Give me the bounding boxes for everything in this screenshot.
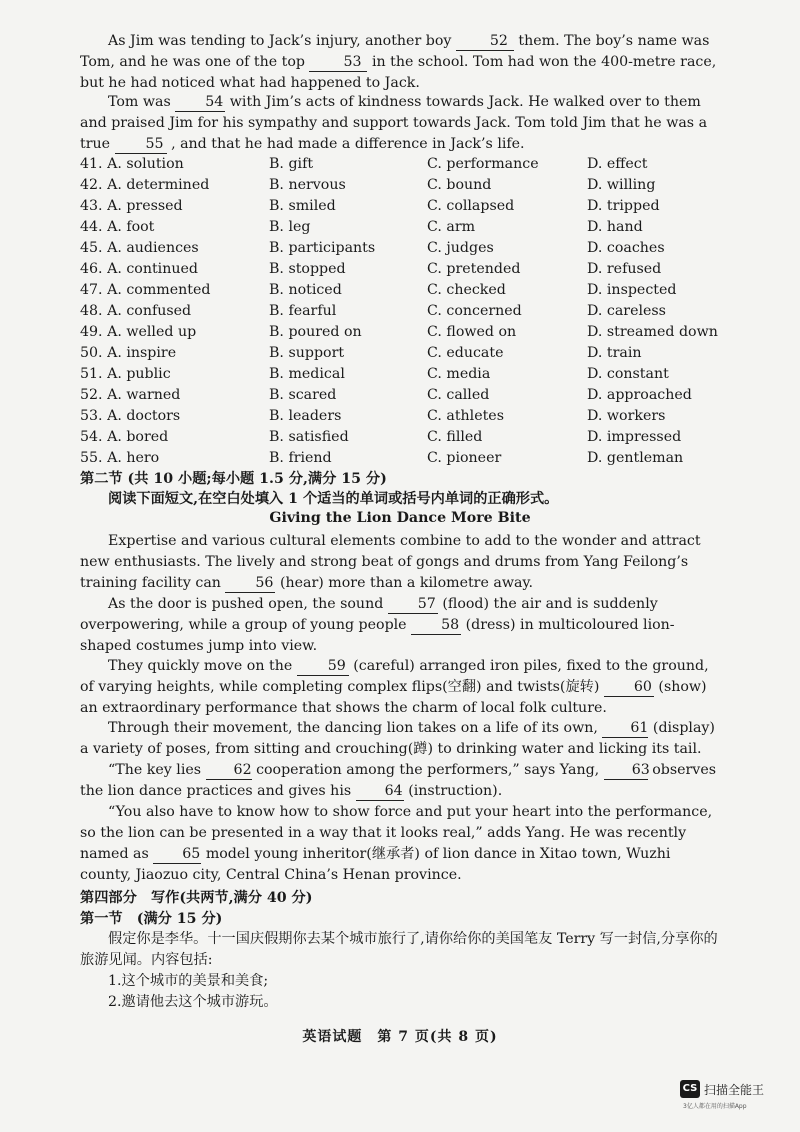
blank-53: 53 bbox=[309, 53, 367, 72]
passage-paragraph bbox=[80, 656, 720, 719]
option-b: B. stopped bbox=[269, 261, 346, 277]
passage-paragraph bbox=[80, 531, 720, 594]
page-footer: 英语试题 第 7 页(共 8 页) bbox=[302, 1029, 498, 1045]
blank-55: 55 bbox=[115, 135, 167, 154]
passage-text: As Jim was tending to Jack’s injury, another boy bbox=[108, 33, 452, 49]
option-a: 55. A. hero bbox=[80, 450, 160, 466]
option-c: C. performance bbox=[427, 156, 539, 172]
option-a: 45. A. audiences bbox=[80, 240, 199, 256]
passage-text: “The key lies bbox=[108, 762, 202, 778]
option-d: D. willing bbox=[587, 177, 656, 193]
scanner-watermark bbox=[680, 1080, 764, 1098]
option-c: C. checked bbox=[427, 282, 506, 298]
passage-text: (instruction). bbox=[408, 783, 503, 799]
option-c: C. arm bbox=[427, 219, 476, 235]
option-c: C. filled bbox=[427, 429, 483, 445]
writing-prompt: 假定你是李华。十一国庆假期你去某个城市旅行了,请你给你的美国笔友 Terry 写一封信,分享你的旅游见闻。内容包括: bbox=[80, 931, 718, 968]
option-d: D. impressed bbox=[587, 429, 682, 445]
option-row bbox=[80, 301, 720, 322]
passage-text: (dress) in multicoloured lion-shaped costumes jump into view. bbox=[80, 617, 675, 654]
option-b: B. leaders bbox=[269, 408, 342, 424]
option-c: C. educate bbox=[427, 345, 504, 361]
option-row bbox=[80, 427, 720, 448]
option-d: D. careless bbox=[587, 303, 666, 319]
camscanner-logo-icon: CS bbox=[680, 1080, 700, 1098]
option-a: 42. A. determined bbox=[80, 177, 210, 193]
watermark-tagline: 3亿人都在用的扫描App bbox=[683, 1103, 747, 1110]
passage-text: Expertise and various cultural elements combine to add to the wonder and attract new enthusiasts. The lively and strong beat of gongs and drums from Yang Feilong’s training facility can bbox=[80, 533, 701, 591]
blank-64: 64 bbox=[356, 782, 404, 801]
section-heading: 第二节 (共 10 小题;每小题 1.5 分,满分 15 分) bbox=[80, 471, 387, 487]
section-instruction: 阅读下面短文,在空白处填入 1 个适当的单词或括号内单词的正确形式。 bbox=[108, 491, 559, 507]
watermark-name: 扫描全能王 bbox=[704, 1082, 765, 1097]
option-d: D. coaches bbox=[587, 240, 665, 256]
blank-58: 58 bbox=[411, 616, 461, 635]
passage-paragraph bbox=[80, 802, 720, 886]
option-row bbox=[80, 196, 720, 217]
option-a: 47. A. commented bbox=[80, 282, 211, 298]
option-c: C. media bbox=[427, 366, 491, 382]
option-b: B. participants bbox=[269, 240, 376, 256]
option-row bbox=[80, 343, 720, 364]
option-a: 49. A. welled up bbox=[80, 324, 197, 340]
part-heading: 第四部分 写作(共两节,满分 40 分) bbox=[80, 890, 313, 906]
option-row bbox=[80, 154, 720, 175]
option-a: 44. A. foot bbox=[80, 219, 155, 235]
option-row bbox=[80, 364, 720, 385]
option-d: D. workers bbox=[587, 408, 666, 424]
option-row bbox=[80, 259, 720, 280]
option-b: B. satisfied bbox=[269, 429, 349, 445]
writing-point-2: 2.邀请他去这个城市游玩。 bbox=[108, 994, 278, 1010]
passage-text: They quickly move on the bbox=[108, 658, 293, 674]
passage-text: (display) a variety of poses, from sitting and crouching(蹲) to drinking water and licking its tail. bbox=[80, 720, 715, 757]
option-c: C. called bbox=[427, 387, 490, 403]
option-b: B. support bbox=[269, 345, 345, 361]
writing-point-1: 1.这个城市的美景和美食; bbox=[108, 973, 269, 989]
option-d: D. train bbox=[587, 345, 642, 361]
passage-text: “You also have to know how to show force and put your heart into the performance, so the lion can be presented in a way that it looks real,” adds Yang. He was recently named as bbox=[80, 804, 713, 862]
option-c: C. pioneer bbox=[427, 450, 502, 466]
passage-paragraph-2 bbox=[80, 92, 720, 155]
option-b: B. fearful bbox=[269, 303, 337, 319]
blank-57: 57 bbox=[388, 595, 438, 614]
option-row bbox=[80, 280, 720, 301]
passage-paragraph-1 bbox=[80, 31, 720, 94]
option-a: 43. A. pressed bbox=[80, 198, 183, 214]
option-row bbox=[80, 217, 720, 238]
passage-text: (careful) arranged iron piles, fixed to the ground, of varying heights, while completing complex flips(空翻) and twists(旋转) bbox=[80, 658, 709, 695]
option-a: 41. A. solution bbox=[80, 156, 184, 172]
option-row bbox=[80, 385, 720, 406]
option-c: C. pretended bbox=[427, 261, 521, 277]
option-c: C. concerned bbox=[427, 303, 522, 319]
option-a: 53. A. doctors bbox=[80, 408, 181, 424]
option-a: 54. A. bored bbox=[80, 429, 169, 445]
passage-paragraph bbox=[80, 594, 720, 657]
passage-text: them. The boy’s name was Tom, and he was one of the top bbox=[80, 33, 710, 70]
option-d: D. streamed down bbox=[587, 324, 718, 340]
blank-52: 52 bbox=[456, 32, 514, 51]
option-row bbox=[80, 175, 720, 196]
subsection-heading: 第一节 (满分 15 分) bbox=[80, 911, 223, 927]
option-b: B. noticed bbox=[269, 282, 342, 298]
blank-60: 60 bbox=[604, 678, 654, 697]
option-row bbox=[80, 448, 720, 469]
passage-text: (flood) the air and is suddenly overpowering, while a group of young people bbox=[80, 596, 658, 633]
passage-text: model young inheritor(继承者) of lion dance in Xitao town, Wuzhi county, Jiaozuo city, Central China’s Henan province. bbox=[80, 846, 671, 883]
option-a: 52. A. warned bbox=[80, 387, 181, 403]
option-row bbox=[80, 406, 720, 427]
option-d: D. gentleman bbox=[587, 450, 684, 466]
passage-text: Tom was bbox=[108, 94, 171, 110]
option-b: B. scared bbox=[269, 387, 337, 403]
option-c: C. bound bbox=[427, 177, 492, 193]
blank-54: 54 bbox=[175, 93, 225, 112]
option-a: 50. A. inspire bbox=[80, 345, 177, 361]
option-a: 46. A. continued bbox=[80, 261, 198, 277]
option-c: C. collapsed bbox=[427, 198, 515, 214]
blank-65: 65 bbox=[153, 845, 201, 864]
cloze-options-table bbox=[80, 154, 720, 469]
option-d: D. constant bbox=[587, 366, 669, 382]
passage-text: , and that he had made a difference in Jack’s life. bbox=[171, 136, 525, 152]
passage-paragraph bbox=[80, 718, 720, 760]
option-d: D. hand bbox=[587, 219, 643, 235]
option-b: B. friend bbox=[269, 450, 332, 466]
passage-text: (show) an extraordinary performance that shows the charm of local folk culture. bbox=[80, 679, 707, 716]
option-d: D. effect bbox=[587, 156, 648, 172]
option-row bbox=[80, 238, 720, 259]
passage-text: cooperation among the performers,” says Yang, bbox=[256, 762, 600, 778]
option-b: B. poured on bbox=[269, 324, 362, 340]
option-c: C. judges bbox=[427, 240, 494, 256]
option-b: B. leg bbox=[269, 219, 311, 235]
blank-61: 61 bbox=[602, 719, 648, 738]
option-b: B. gift bbox=[269, 156, 314, 172]
option-row bbox=[80, 322, 720, 343]
option-b: B. medical bbox=[269, 366, 345, 382]
option-b: B. nervous bbox=[269, 177, 346, 193]
passage-text: As the door is pushed open, the sound bbox=[108, 596, 384, 612]
blank-56: 56 bbox=[225, 574, 275, 593]
option-a: 48. A. confused bbox=[80, 303, 192, 319]
passage-text: Through their movement, the dancing lion takes on a life of its own, bbox=[108, 720, 598, 736]
option-d: D. tripped bbox=[587, 198, 660, 214]
option-a: 51. A. public bbox=[80, 366, 171, 382]
passage-paragraph bbox=[80, 760, 720, 802]
blank-62: 62 bbox=[206, 761, 252, 780]
option-d: D. inspected bbox=[587, 282, 677, 298]
blank-59: 59 bbox=[297, 657, 349, 676]
option-c: C. athletes bbox=[427, 408, 504, 424]
blank-63: 63 bbox=[604, 761, 648, 780]
passage-title: Giving the Lion Dance More Bite bbox=[269, 510, 531, 526]
passage-text: observes the lion dance practices and gives his bbox=[80, 762, 716, 799]
passage-text: in the school. Tom had won the 400-metre race, but he had noticed what had happened to Jack. bbox=[80, 54, 717, 91]
option-c: C. flowed on bbox=[427, 324, 517, 340]
passage-text: with Jim’s acts of kindness towards Jack. He walked over to them and praised Jim for his sympathy and support towards Jack. Tom told Jim that he was a true bbox=[80, 94, 708, 152]
passage-text: (hear) more than a kilometre away. bbox=[279, 575, 534, 591]
option-d: D. refused bbox=[587, 261, 662, 277]
option-d: D. approached bbox=[587, 387, 692, 403]
option-b: B. smiled bbox=[269, 198, 336, 214]
